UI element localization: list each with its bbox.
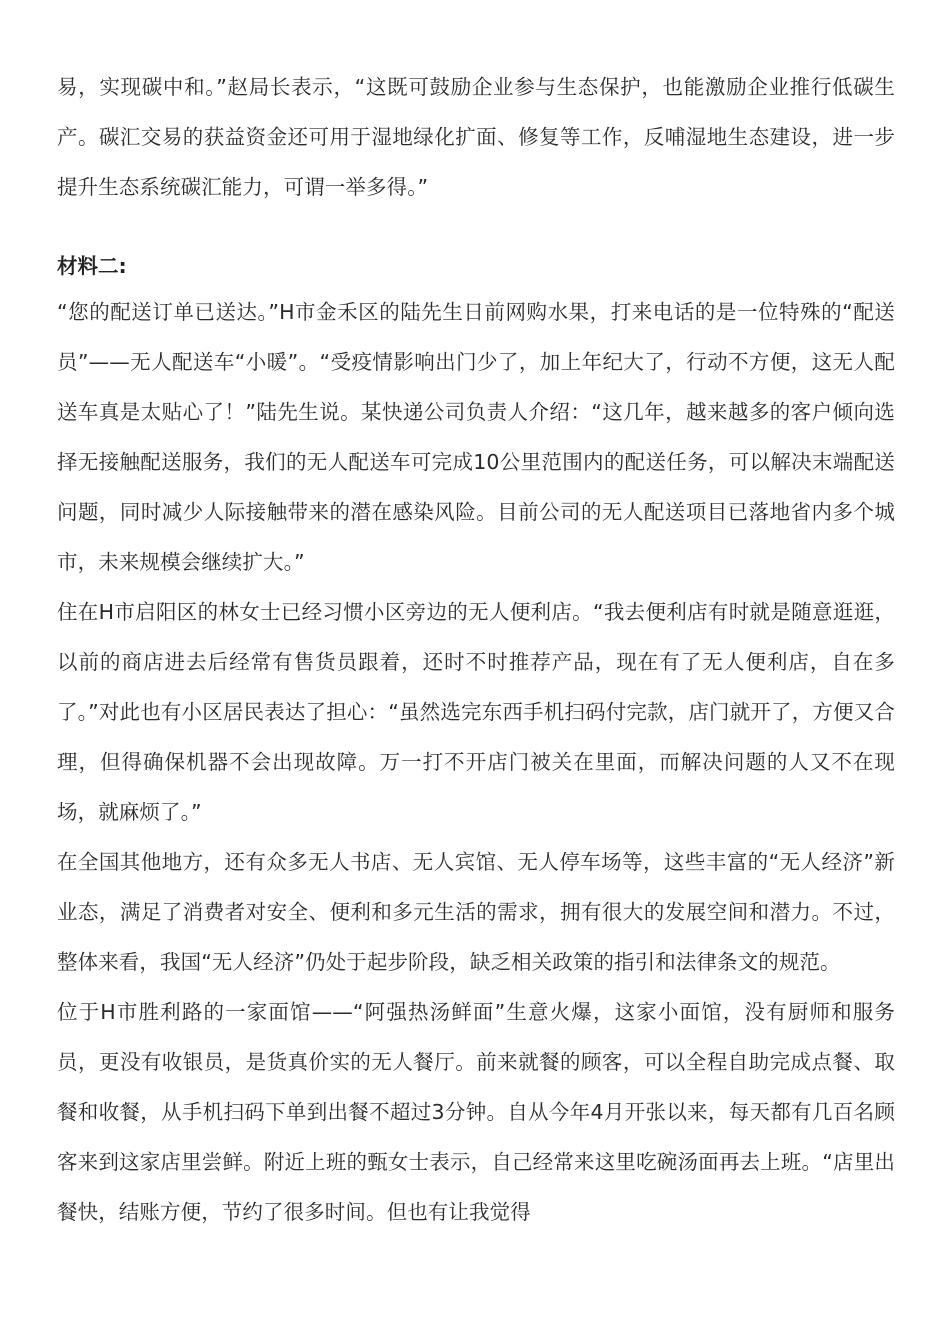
paragraph-unmanned-restaurant: 位于H市胜利路的一家面馆——“阿强热汤鲜面”生意火爆，这家小面馆，没有厨师和服务员，更没有收银员，是货真价实的无人餐厅。前来就餐的顾客，可以全程自助完成点餐、取餐和收餐，从手机扫码下单到出餐不超过3分钟。自从今年4月开张以来，每天都有几百名顾客来到这家店里尝鲜。附近上班的甄女士表示，自己经常来这里吃碗汤面再去上班。“店里出餐快，结账方便，节约了很多时间。但也有让我觉得 <box>57 1000 895 1224</box>
section-heading-material-two: 材料二: <box>57 254 127 278</box>
paragraph-unmanned-economy: 在全国其他地方，还有众多无人书店、无人宾馆、无人停车场等，这些丰富的“无人经济”新业态，满足了消费者对安全、便利和多元生活的需求，拥有很大的发展空间和潜力。不过，整体来看，我国“无人经济”仍处于起步阶段，缺乏相关政策的指引和法律条文的规范。 <box>57 850 895 974</box>
intro-paragraph <box>57 62 895 212</box>
paragraph-delivery-robot: “您的配送订单已送达。”H市金禾区的陆先生日前网购水果，打来电话的是一位特殊的“配送员”——无人配送车“小暖”。“受疫情影响出门少了，加上年纪大了，行动不方便，这无人配送车真是太贴心了！”陆先生说。某快递公司负责人介绍：“这几年，越来越多的客户倾向选择无接触配送服务，我们的无人配送车可完成10公里范围内的配送任务，可以解决末端配送问题，同时减少人际接触带来的潜在感染风险。目前公司的无人配送项目已落地省内多个城市，未来规模会继续扩大。” <box>57 300 895 574</box>
paragraph-unmanned-store: 住在H市启阳区的林女士已经习惯小区旁边的无人便利店。“我去便利店有时就是随意逛逛，以前的商店进去后经常有售货员跟着，还时不时推荐产品，现在有了无人便利店，自在多了。”对此也有小区居民表达了担心：“虽然选完东西手机扫码付完款，店门就开了，方便又合理，但得确保机器不会出现故障。万一打不开店门被关在里面，而解决问题的人又不在现场，就麻烦了。” <box>57 600 895 824</box>
paragraph-intro: 易，实现碳中和。”赵局长表示，“这既可鼓励企业参与生态保护，也能激励企业推行低碳生产。碳汇交易的获益资金还可用于湿地绿化扩面、修复等工作，反哺湿地生态建设，进一步提升生态系统碳汇能力，可谓一举多得。” <box>57 75 895 199</box>
material-two-body <box>57 287 895 1237</box>
